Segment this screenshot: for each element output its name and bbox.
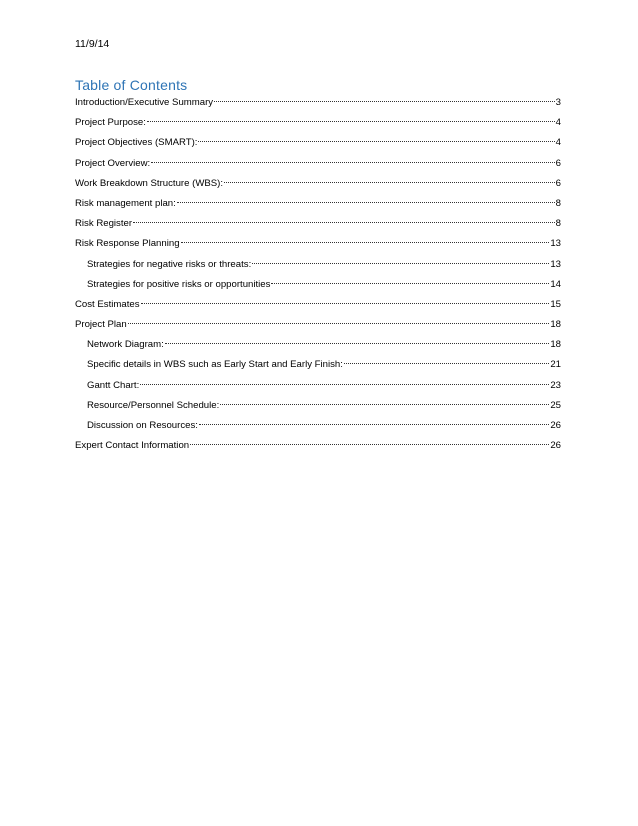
toc-entry-label: Gantt Chart: <box>87 379 140 391</box>
toc-entry-label: Network Diagram: <box>87 339 164 351</box>
toc-entry-label: Strategies for negative risks or threats: <box>87 258 252 270</box>
dot-leader <box>252 263 549 264</box>
toc-entry[interactable] <box>75 176 561 196</box>
dot-leader <box>214 101 555 102</box>
toc-subentry[interactable] <box>75 277 561 297</box>
toc-entry-label: Cost Estimates <box>75 298 140 310</box>
toc-entry-label: Strategies for positive risks or opportunities <box>87 278 271 290</box>
toc-entry-page: 6 <box>555 177 561 189</box>
toc-entry-label: Introduction/Executive Summary <box>75 97 214 108</box>
toc-subentry[interactable] <box>75 398 561 418</box>
toc-entry[interactable] <box>75 317 561 337</box>
toc-entry-label: Resource/Personnel Schedule: <box>87 399 220 411</box>
toc-entry-label: Work Breakdown Structure (WBS): <box>75 177 224 189</box>
toc-entry-page: 8 <box>555 197 561 209</box>
dot-leader <box>271 283 549 284</box>
dot-leader <box>141 303 550 304</box>
dot-leader <box>147 121 555 122</box>
toc-title: Table of Contents <box>75 77 188 93</box>
toc-entry-label: Project Objectives (SMART): <box>75 137 198 149</box>
toc-entry-page: 18 <box>550 319 561 331</box>
dot-leader <box>177 202 555 203</box>
toc-entry[interactable] <box>75 297 561 317</box>
toc-entry-page: 26 <box>550 440 561 452</box>
toc-entry-page: 13 <box>550 238 561 250</box>
dot-leader <box>133 222 555 223</box>
dot-leader <box>190 444 549 445</box>
toc-entry[interactable] <box>75 196 561 216</box>
toc-entry-page: 21 <box>550 359 561 371</box>
toc-entry-page: 14 <box>550 278 561 290</box>
toc-entry[interactable] <box>75 95 561 115</box>
toc-entry-page: 26 <box>550 420 561 431</box>
toc-entry-label: Risk Response Planning <box>75 238 180 250</box>
toc-entry-page: 13 <box>550 258 561 270</box>
toc-entry-page: 8 <box>555 218 561 230</box>
toc-entry[interactable] <box>75 438 561 458</box>
dot-leader <box>128 323 550 324</box>
toc-entry-label: Risk management plan: <box>75 197 176 209</box>
table-of-contents <box>75 95 561 458</box>
toc-entry-page: 3 <box>555 97 561 108</box>
toc-entry[interactable] <box>75 156 561 176</box>
toc-subentry[interactable] <box>75 337 561 357</box>
toc-entry-page: 6 <box>555 157 561 169</box>
toc-subentry[interactable] <box>75 357 561 377</box>
toc-entry-label: Project Plan <box>75 319 127 331</box>
toc-entry[interactable] <box>75 115 561 135</box>
dot-leader <box>165 343 550 344</box>
toc-entry-page: 23 <box>550 379 561 391</box>
dot-leader <box>140 384 549 385</box>
toc-entry-label: Risk Register <box>75 218 133 230</box>
toc-entry-label: Project Overview: <box>75 157 151 169</box>
dot-leader <box>181 242 550 243</box>
dot-leader <box>344 363 549 364</box>
dot-leader <box>220 404 549 405</box>
toc-entry-page: 18 <box>550 339 561 351</box>
toc-entry-page: 4 <box>555 117 561 129</box>
toc-subentry[interactable] <box>75 257 561 277</box>
toc-subentry[interactable] <box>75 378 561 398</box>
toc-entry[interactable] <box>75 135 561 155</box>
dot-leader <box>199 424 549 425</box>
toc-entry[interactable] <box>75 216 561 236</box>
toc-entry-page: 4 <box>555 137 561 149</box>
toc-entry[interactable] <box>75 236 561 256</box>
toc-entry-label: Project Purpose: <box>75 117 146 129</box>
toc-entry-label: Expert Contact Information <box>75 440 190 452</box>
toc-entry-page: 15 <box>550 298 561 310</box>
dot-leader <box>224 182 555 183</box>
dot-leader <box>198 141 554 142</box>
toc-subentry[interactable] <box>75 418 561 438</box>
toc-entry-page: 25 <box>550 399 561 411</box>
toc-entry-label: Specific details in WBS such as Early Start and Early Finish: <box>87 359 343 371</box>
dot-leader <box>151 162 554 163</box>
header-date: 11/9/14 <box>75 38 110 50</box>
toc-entry-label: Discussion on Resources: <box>87 420 198 431</box>
